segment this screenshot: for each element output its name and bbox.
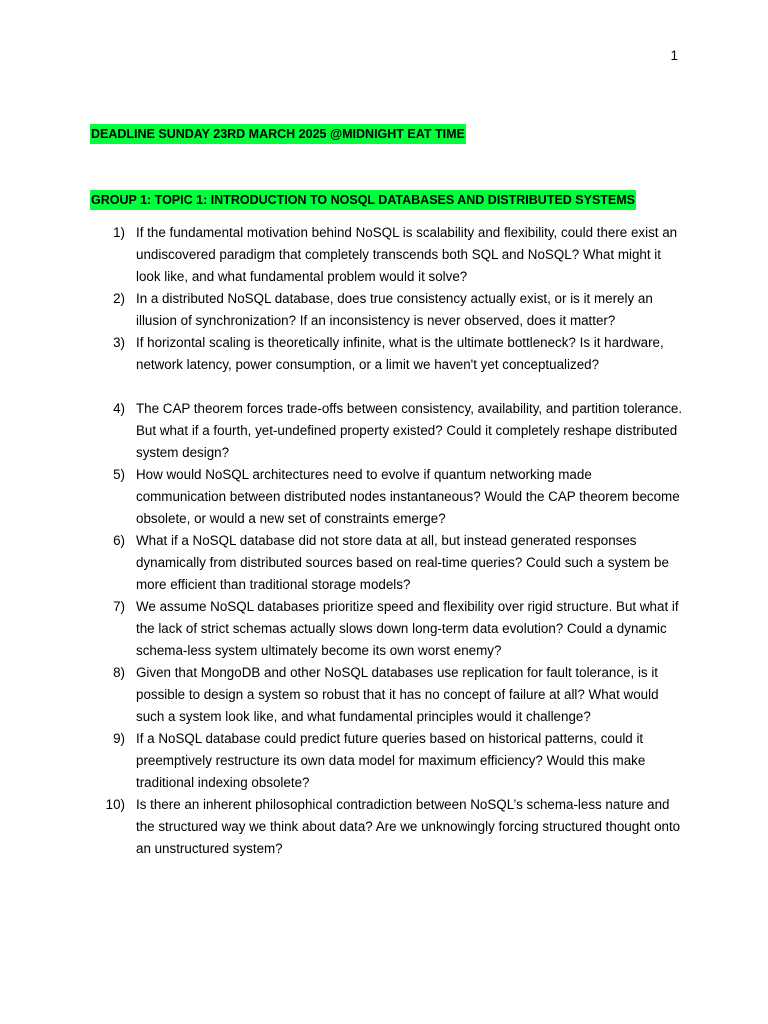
question-number: 10) xyxy=(105,797,125,812)
question-number: 1) xyxy=(113,225,125,240)
question-text: If horizontal scaling is theoretically infinite, what is the ultimate bottleneck? Is it hardware, network latency, power consumption, or a limit we haven't yet conceptualized? xyxy=(136,335,664,372)
question-number: 3) xyxy=(113,335,125,350)
question-text: What if a NoSQL database did not store data at all, but instead generated responses dynamically from distributed sources based on real-time queries? Could such a system be more efficient than traditional storage models? xyxy=(136,533,669,592)
question-number: 8) xyxy=(113,665,125,680)
group-topic-heading xyxy=(90,190,636,210)
question-item-2 xyxy=(0,288,768,332)
question-text: If a NoSQL database could predict future queries based on historical patterns, could it preemptively restructure its own data model for maximum efficiency? Would this make traditional indexing obsolete? xyxy=(136,731,646,790)
deadline-highlight: DEADLINE SUNDAY 23RD MARCH 2025 @MIDNIGHT EAT TIME xyxy=(90,124,466,144)
question-item-7 xyxy=(0,596,768,662)
page-number: 1 xyxy=(670,48,678,63)
question-item-5 xyxy=(0,464,768,530)
question-number: 7) xyxy=(113,599,125,614)
question-item-10 xyxy=(0,794,768,860)
question-number: 5) xyxy=(113,467,125,482)
question-number: 4) xyxy=(113,401,125,416)
question-item-3 xyxy=(0,332,768,376)
question-number: 6) xyxy=(113,533,125,548)
question-text: Given that MongoDB and other NoSQL databases use replication for fault tolerance, is it possible to design a system so robust that it has no concept of failure at all? What would such a system look like, and what fundamental principles would it challenge? xyxy=(136,665,659,724)
question-text: How would NoSQL architectures need to evolve if quantum networking made communication between distributed nodes instantaneous? Would the CAP theorem become obsolete, or would a new set of constraints emerge? xyxy=(136,467,680,526)
question-item-8 xyxy=(0,662,768,728)
question-text: We assume NoSQL databases prioritize speed and flexibility over rigid structure. But what if the lack of strict schemas actually slows down long-term data evolution? Could a dynamic schema-less system ultimately become its own worst enemy? xyxy=(136,599,679,658)
question-text: The CAP theorem forces trade-offs between consistency, availability, and partition tolerance. But what if a fourth, yet-undefined property existed? Could it completely reshape distributed system design? xyxy=(136,401,683,460)
question-text: In a distributed NoSQL database, does true consistency actually exist, or is it merely an illusion of synchronization? If an inconsistency is never observed, does it matter? xyxy=(136,291,653,328)
deadline-notice xyxy=(90,124,466,144)
question-item-1 xyxy=(0,222,768,288)
question-item-4 xyxy=(0,398,768,464)
group-heading-highlight: GROUP 1: TOPIC 1: INTRODUCTION TO NOSQL DATABASES AND DISTRIBUTED SYSTEMS xyxy=(90,190,636,210)
question-text: Is there an inherent philosophical contradiction between NoSQL’s schema-less nature and the structured way we think about data? Are we unknowingly forcing structured thought onto an unstructured system? xyxy=(136,797,681,856)
question-text: If the fundamental motivation behind NoSQL is scalability and flexibility, could there exist an undiscovered paradigm that completely transcends both SQL and NoSQL? What might it look like, and what fundamental problem would it solve? xyxy=(136,225,678,284)
question-item-9 xyxy=(0,728,768,794)
question-number: 2) xyxy=(113,291,125,306)
question-list xyxy=(0,222,768,860)
question-item-6 xyxy=(0,530,768,596)
question-number: 9) xyxy=(113,731,125,746)
